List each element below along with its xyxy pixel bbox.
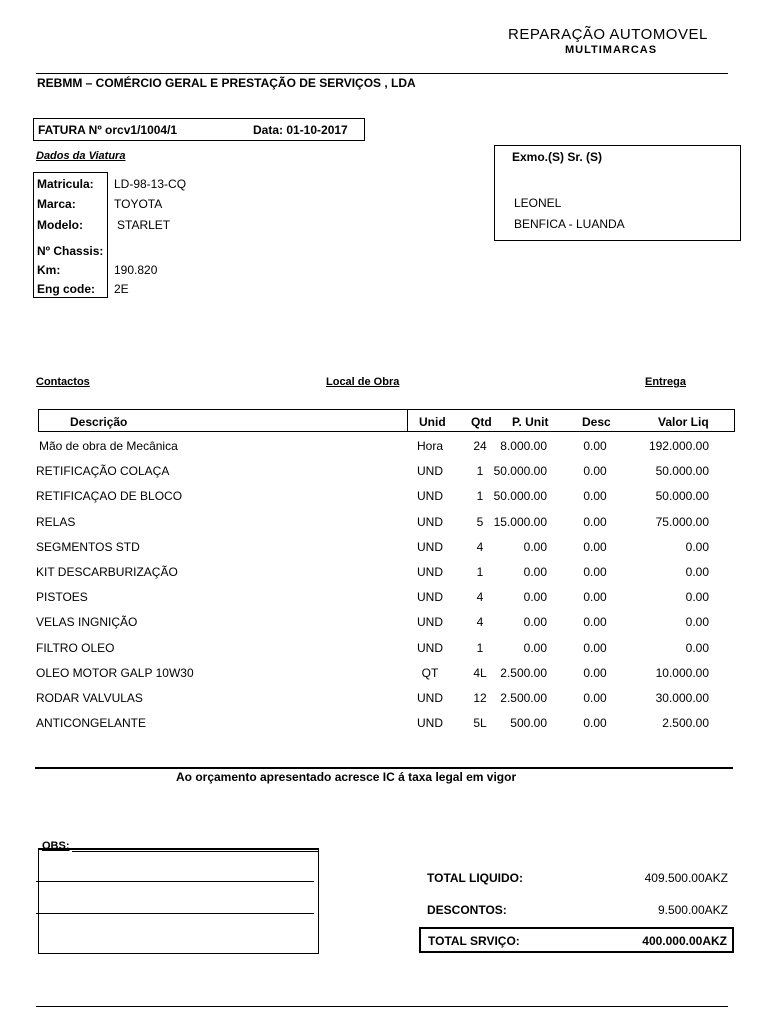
cell-total: 50.000.00 (655, 489, 709, 503)
cell-discount: 0.00 (583, 515, 607, 529)
cell-desc: Mão de obra de Mecânica (39, 439, 178, 453)
cell-discount: 0.00 (583, 489, 607, 503)
cell-total: 30.000.00 (655, 691, 709, 705)
obs-label: OBS: (42, 840, 70, 852)
cell-qty: 4 (476, 615, 484, 629)
col-price: P. Unit (512, 415, 549, 429)
cell-price: 0.00 (523, 615, 547, 629)
cell-total: 0.00 (685, 641, 709, 655)
obs-box (38, 848, 319, 954)
cell-discount: 0.00 (583, 716, 607, 730)
table-row (0, 691, 768, 707)
cell-discount: 0.00 (583, 464, 607, 478)
cell-discount: 0.00 (583, 666, 607, 680)
total-service-value: 400.000.00AKZ (642, 934, 727, 948)
cell-unit: UND (417, 515, 443, 529)
cell-qty: 1 (476, 489, 484, 503)
cell-total: 0.00 (685, 540, 709, 554)
cell-price: 0.00 (523, 565, 547, 579)
cell-discount: 0.00 (583, 590, 607, 604)
cell-unit: QT (421, 666, 439, 680)
delivery-heading: Entrega (645, 376, 686, 388)
cell-total: 0.00 (685, 565, 709, 579)
table-row (0, 464, 768, 480)
cell-desc: RETIFICAÇAO DE BLOCO (36, 489, 183, 503)
table-header-divider (407, 410, 408, 431)
cell-unit: UND (417, 565, 443, 579)
table-row (0, 439, 768, 455)
invoice-box (33, 118, 365, 141)
discount-label: DESCONTOS: (427, 903, 507, 917)
vehicle-field-label: Matricula: (37, 177, 94, 191)
col-qty: Qtd (471, 415, 492, 429)
document-title: REPARAÇÃO AUTOMOVEL (508, 26, 708, 43)
cell-discount: 0.00 (583, 540, 607, 554)
cell-discount: 0.00 (583, 641, 607, 655)
cell-unit: UND (417, 615, 443, 629)
table-row (0, 716, 768, 732)
table-row (0, 565, 768, 581)
vehicle-field-value: 190.820 (114, 263, 158, 277)
vehicle-field-label: Nº Chassis: (37, 244, 104, 258)
total-service-box (419, 927, 734, 953)
cell-qty: 4 (476, 540, 484, 554)
obs-line-2 (36, 913, 314, 914)
document-subtitle: MULTIMARCAS (565, 44, 658, 56)
cell-discount: 0.00 (583, 615, 607, 629)
cell-price: 2.500.00 (500, 666, 547, 680)
cell-qty: 4 (476, 590, 484, 604)
discount-value: 9.500.00AKZ (657, 903, 728, 917)
cell-total: 10.000.00 (655, 666, 709, 680)
cell-qty: 5L (473, 716, 487, 730)
cell-total: 50.000.00 (655, 464, 709, 478)
cell-qty: 5 (476, 515, 484, 529)
cell-desc: RELAS (36, 515, 76, 529)
vehicle-field-value: 2E (114, 282, 129, 296)
cell-desc: SEGMENTOS STD (36, 540, 140, 554)
company-name: REBMM – COMÉRCIO GERAL E PRESTAÇÃO DE SERVIÇOS , LDA (37, 76, 416, 90)
vehicle-field-label: Km: (37, 263, 61, 277)
table-row (0, 666, 768, 682)
cell-unit: UND (417, 489, 443, 503)
col-desc: Descrição (70, 415, 128, 429)
table-row (0, 590, 768, 606)
cell-desc: VELAS INGNIÇÃO (36, 615, 138, 629)
cell-total: 2.500.00 (662, 716, 709, 730)
cell-total: 0.00 (685, 590, 709, 604)
vehicle-field-label: Marca: (37, 197, 76, 211)
cell-total: 192.000.00 (648, 439, 709, 453)
cell-qty: 24 (473, 439, 487, 453)
cell-price: 50.000.00 (493, 489, 547, 503)
cell-total: 0.00 (685, 615, 709, 629)
cell-desc: PISTOES (36, 590, 88, 604)
cell-price: 0.00 (523, 641, 547, 655)
cell-unit: UND (417, 540, 443, 554)
cell-unit: UND (417, 641, 443, 655)
total-net-value: 409.500.00AKZ (644, 871, 728, 885)
cell-qty: 1 (476, 464, 484, 478)
table-row (0, 615, 768, 631)
cell-discount: 0.00 (583, 439, 607, 453)
obs-line-1 (36, 881, 314, 882)
cell-qty: 1 (476, 641, 484, 655)
cell-discount: 0.00 (583, 691, 607, 705)
cell-unit: UND (417, 691, 443, 705)
note-divider (35, 767, 733, 769)
col-total: Valor Liq (658, 415, 709, 429)
cell-price: 50.000.00 (493, 464, 547, 478)
total-net-label: TOTAL LIQUIDO: (427, 871, 523, 885)
table-row (0, 641, 768, 657)
location-heading: Local de Obra (326, 376, 400, 388)
cell-desc: FILTRO OLEO (36, 641, 115, 655)
vehicle-field-value: LD-98-13-CQ (114, 177, 187, 191)
cell-unit: UND (417, 590, 443, 604)
cell-price: 500.00 (510, 716, 547, 730)
header-divider (36, 73, 728, 74)
cell-desc: OLEO MOTOR GALP 10W30 (36, 666, 194, 680)
cell-total: 75.000.00 (655, 515, 709, 529)
table-row (0, 515, 768, 531)
invoice-number: FATURA Nº orcv1/1004/1 (38, 123, 178, 137)
vehicle-field-value: TOYOTA (114, 197, 163, 211)
vehicle-field-label: Eng code: (37, 282, 96, 296)
client-name: LEONEL (514, 196, 562, 210)
cell-desc: RETIFICAÇÃO COLAÇA (36, 464, 170, 478)
contacts-heading: Contactos (36, 376, 90, 388)
col-unit: Unid (419, 415, 446, 429)
col-discount: Desc (582, 415, 611, 429)
cell-desc: ANTICONGELANTE (36, 716, 147, 730)
cell-qty: 4L (473, 666, 487, 680)
cell-desc: RODAR VALVULAS (36, 691, 143, 705)
invoice-date: Data: 01-10-2017 (253, 123, 348, 137)
cell-unit: UND (417, 716, 443, 730)
cell-qty: 12 (473, 691, 487, 705)
cell-price: 8.000.00 (500, 439, 547, 453)
footer-divider (36, 1006, 728, 1007)
total-service-label: TOTAL SRVIÇO: (428, 934, 520, 948)
vehicle-field-value: STARLET (117, 218, 171, 232)
client-title: Exmo.(S) Sr. (S) (512, 150, 603, 164)
cell-unit: UND (417, 464, 443, 478)
table-row (0, 489, 768, 505)
cell-qty: 1 (476, 565, 484, 579)
cell-price: 2.500.00 (500, 691, 547, 705)
client-address: BENFICA - LUANDA (514, 217, 625, 231)
cell-unit: Hora (416, 439, 443, 453)
cell-price: 0.00 (523, 590, 547, 604)
vehicle-field-label: Modelo: (37, 218, 83, 232)
vehicle-section-title: Dados da Viatura (36, 150, 126, 162)
table-row (0, 540, 768, 556)
cell-price: 15.000.00 (493, 515, 547, 529)
tax-note: Ao orçamento apresentado acresce IC á taxa legal em vigor (176, 770, 517, 784)
cell-discount: 0.00 (583, 565, 607, 579)
cell-desc: KIT DESCARBURIZAÇÃO (36, 565, 178, 579)
client-box (494, 145, 741, 241)
table-header (38, 409, 735, 432)
cell-price: 0.00 (523, 540, 547, 554)
